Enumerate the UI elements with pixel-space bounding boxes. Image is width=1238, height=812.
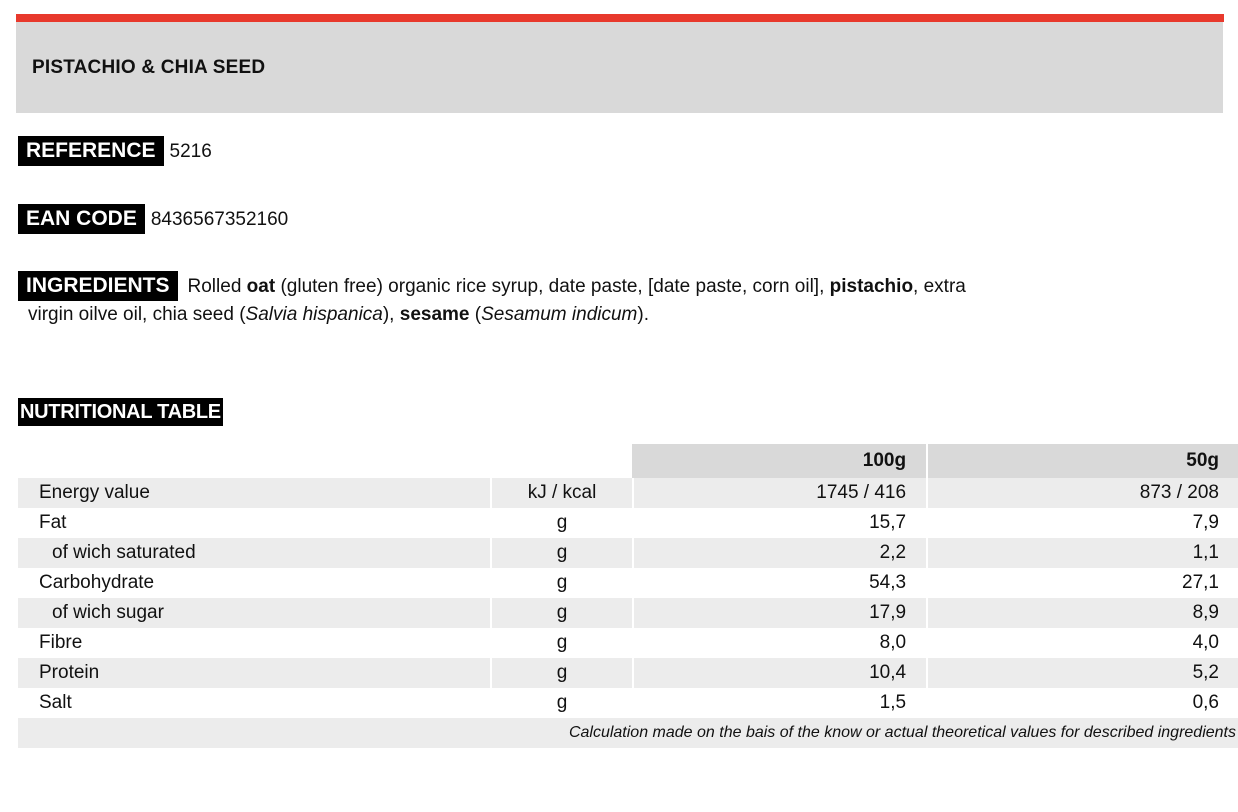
- row-name: Protein: [18, 658, 490, 688]
- row-value-50g: 7,9: [926, 508, 1238, 538]
- ingr-text-2: (gluten free) organic rice syrup, date paste, [date paste, corn oil],: [275, 276, 830, 297]
- ean-value: 8436567352160: [150, 209, 289, 230]
- title-band: [16, 22, 1223, 113]
- row-unit: g: [490, 658, 632, 688]
- table-header-row: [18, 444, 1238, 478]
- header-empty-name: [18, 444, 490, 478]
- row-value-50g: 873 / 208: [926, 478, 1238, 508]
- header-100g: 100g: [632, 444, 926, 478]
- row-name: Fibre: [18, 628, 490, 658]
- row-value-100g: 10,4: [632, 658, 926, 688]
- latin-salvia: Salvia hispanica: [245, 304, 383, 325]
- nutrition-title-label: NUTRITIONAL TABLE: [18, 398, 223, 426]
- row-value-50g: 1,1: [926, 538, 1238, 568]
- ingredients-label: INGREDIENTS: [18, 271, 178, 301]
- table-row: [18, 568, 1238, 598]
- ingr-text-5: ),: [382, 304, 400, 325]
- row-value-100g: 15,7: [632, 508, 926, 538]
- table-row: [18, 538, 1238, 568]
- row-unit: g: [490, 688, 632, 718]
- ingr-text-6: (: [469, 304, 482, 325]
- allergen-sesame: sesame: [399, 304, 470, 325]
- row-value-100g: 1,5: [632, 688, 926, 718]
- row-unit: g: [490, 508, 632, 538]
- row-name: Fat: [18, 508, 490, 538]
- row-value-100g: 54,3: [632, 568, 926, 598]
- product-title: PISTACHIO & CHIA SEED: [32, 56, 266, 78]
- table-row: [18, 598, 1238, 628]
- table-row: [18, 688, 1238, 718]
- ingredients-line-2: [18, 301, 1218, 329]
- nutrition-title: [18, 398, 223, 426]
- table-row: [18, 478, 1238, 508]
- allergen-oat: oat: [246, 276, 276, 297]
- row-unit: g: [490, 538, 632, 568]
- latin-sesamum: Sesamum indicum: [481, 304, 638, 325]
- ingr-text-4: virgin oilve oil, chia seed (: [28, 304, 246, 325]
- row-name: of wich saturated: [18, 538, 490, 568]
- row-value-50g: 8,9: [926, 598, 1238, 628]
- reference-value: 5216: [169, 141, 212, 162]
- ingr-text-3: , extra: [913, 276, 966, 297]
- header-50g: 50g: [926, 444, 1238, 478]
- table-row: [18, 508, 1238, 538]
- row-value-50g: 5,2: [926, 658, 1238, 688]
- row-unit: g: [490, 628, 632, 658]
- row-unit: kJ / kcal: [490, 478, 632, 508]
- row-value-100g: 1745 / 416: [632, 478, 926, 508]
- ingredients-text: [18, 276, 1218, 329]
- accent-bar: [16, 14, 1224, 22]
- table-footnote-row: [18, 718, 1238, 748]
- row-value-50g: 0,6: [926, 688, 1238, 718]
- table-row: [18, 658, 1238, 688]
- nutrition-table: [18, 444, 1238, 748]
- row-name: Salt: [18, 688, 490, 718]
- row-unit: g: [490, 598, 632, 628]
- row-name: Energy value: [18, 478, 490, 508]
- allergen-pistachio: pistachio: [829, 276, 914, 297]
- row-name: Carbohydrate: [18, 568, 490, 598]
- reference-field: [18, 136, 212, 166]
- table-row: [18, 628, 1238, 658]
- ingredients-block: [18, 271, 1218, 329]
- ingr-text-7: ).: [637, 304, 649, 325]
- ean-field: [18, 204, 288, 234]
- header-empty-unit: [490, 444, 632, 478]
- reference-label: REFERENCE: [18, 136, 164, 166]
- ingr-text-1: Rolled: [187, 276, 247, 297]
- row-value-100g: 17,9: [632, 598, 926, 628]
- row-value-100g: 8,0: [632, 628, 926, 658]
- row-unit: g: [490, 568, 632, 598]
- row-value-50g: 27,1: [926, 568, 1238, 598]
- table-footnote: Calculation made on the bais of the know or actual theoretical values for described ingredients: [18, 718, 1238, 748]
- row-value-100g: 2,2: [632, 538, 926, 568]
- row-name: of wich sugar: [18, 598, 490, 628]
- ean-label: EAN CODE: [18, 204, 145, 234]
- row-value-50g: 4,0: [926, 628, 1238, 658]
